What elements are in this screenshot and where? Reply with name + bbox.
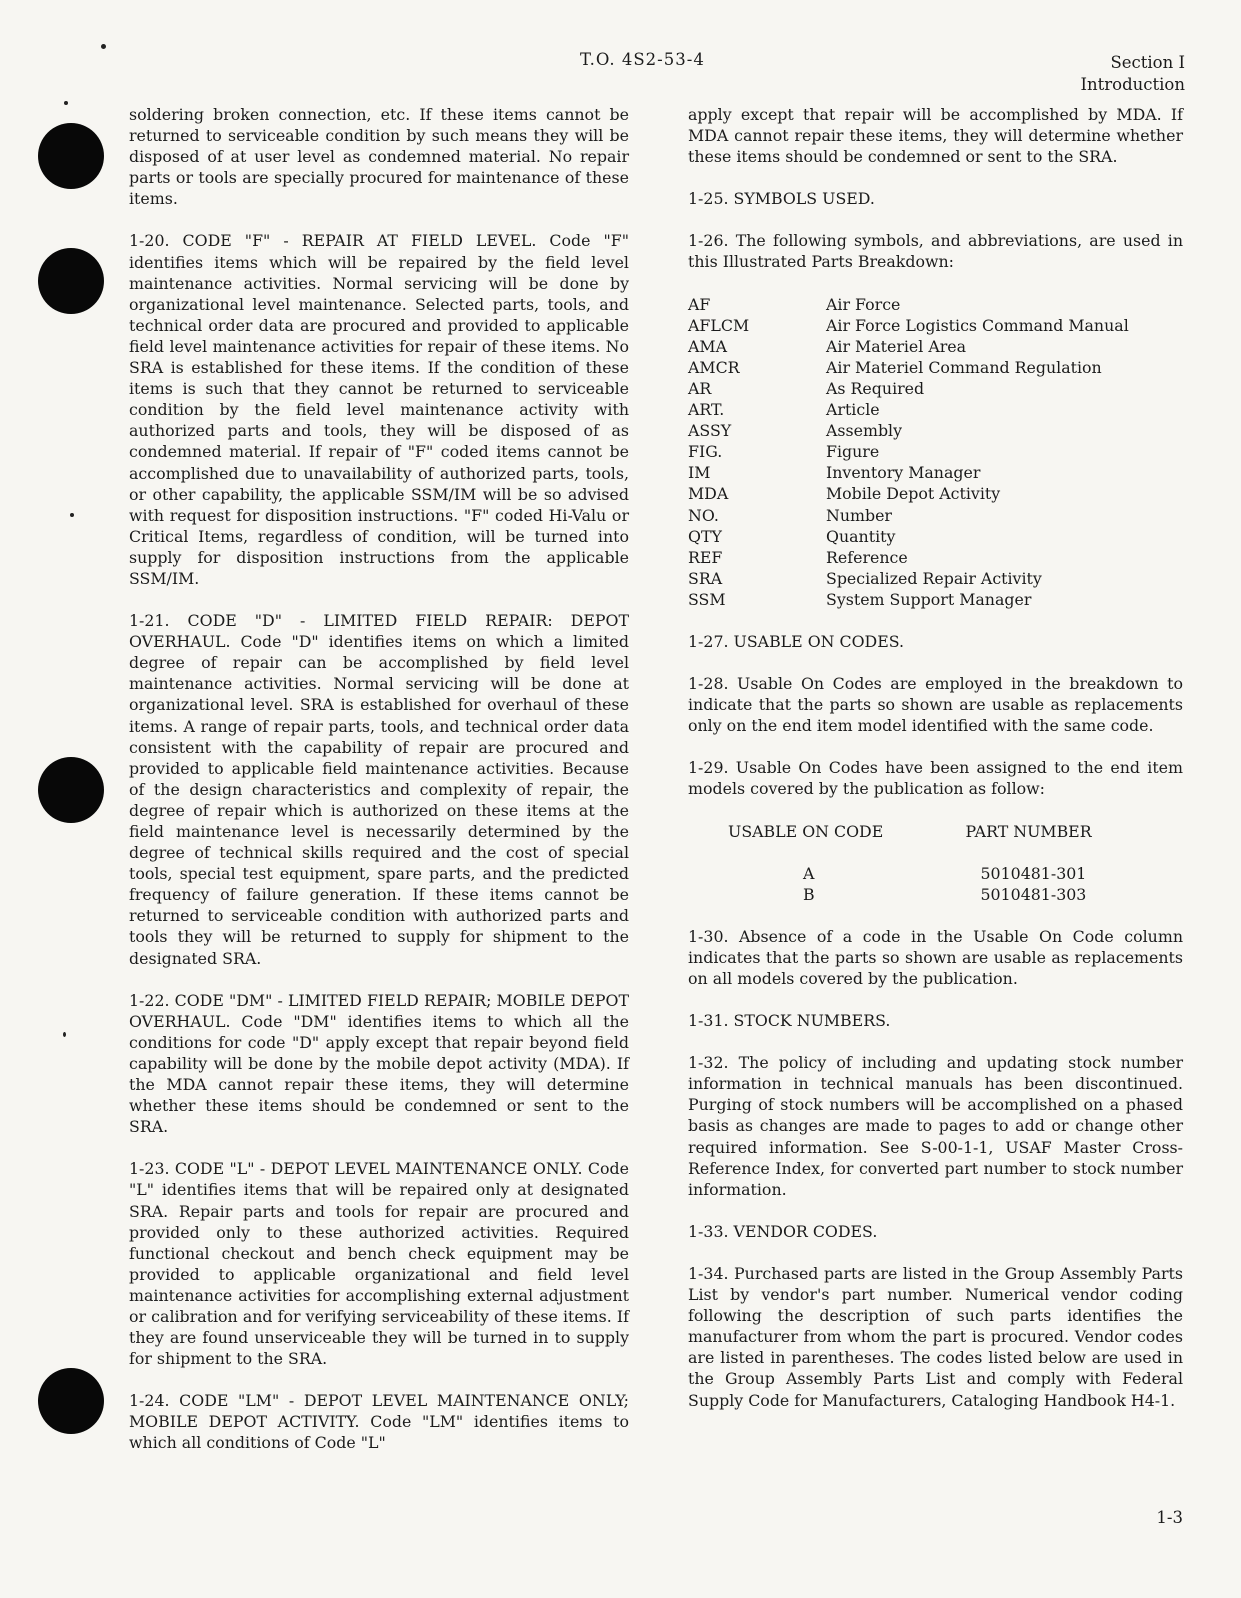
paragraph-1-32: 1-32. The policy of including and updating stock number information in technical manuals has been discontinued. Purging of stock numbers will be accomplished on a phased basis as changes are made to pages to add or change other required information. See S-00-1-1, USAF Master Cross-Reference Index, for converted part number to stock number information. bbox=[688, 1053, 1183, 1199]
abbr-meaning: Specialized Repair Activity bbox=[826, 568, 1042, 588]
abbr-meaning: Air Force bbox=[826, 294, 901, 314]
page-number: 1-3 bbox=[1156, 1508, 1183, 1527]
abbr-meaning: Air Materiel Command Regulation bbox=[826, 357, 1102, 377]
abbr-term: AMCR bbox=[688, 357, 740, 377]
abbr-meaning: As Required bbox=[826, 378, 925, 398]
table-cell-code: B bbox=[803, 884, 815, 904]
table-header-part: PART NUMBER bbox=[965, 821, 1092, 841]
abbr-term: NO. bbox=[688, 505, 719, 525]
table-cell-code: A bbox=[803, 863, 815, 883]
abbr-term: FIG. bbox=[688, 442, 723, 462]
right-column bbox=[688, 104, 1183, 1432]
abbr-term: ART. bbox=[688, 400, 725, 420]
abbr-meaning: Air Materiel Area bbox=[826, 336, 967, 356]
abbr-term: SRA bbox=[688, 568, 723, 588]
heading-1-25: 1-25. SYMBOLS USED. bbox=[688, 189, 875, 209]
paragraph: soldering broken connection, etc. If these items cannot be returned to serviceable condition by such means they will be disposed of at user level as condemned material. No repair parts or tools are specially procured for maintenance of these items. bbox=[129, 105, 629, 209]
heading-1-31: 1-31. STOCK NUMBERS. bbox=[688, 1011, 891, 1031]
paragraph-1-22: 1-22. CODE "DM" - LIMITED FIELD REPAIR; MOBILE DEPOT OVERHAUL. Code "DM" identifies items to which all the conditions for code "D" apply except that repair beyond field capability will be done by the mobile depot activity (MDA). If the MDA cannot repair these items, they will determine whether these items should be condemned or sent to the SRA. bbox=[129, 990, 629, 1137]
table-header-code: USABLE ON CODE bbox=[728, 821, 884, 841]
binder-hole bbox=[38, 1368, 104, 1434]
abbr-term: REF bbox=[688, 547, 723, 567]
abbr-term: AF bbox=[688, 294, 711, 314]
speck bbox=[70, 513, 74, 517]
abbr-meaning: Inventory Manager bbox=[826, 463, 981, 483]
abbr-term: IM bbox=[688, 463, 711, 483]
abbr-term: ASSY bbox=[688, 421, 732, 441]
abbr-term: AR bbox=[688, 378, 712, 398]
paragraph-1-23: 1-23. CODE "L" - DEPOT LEVEL MAINTENANCE ONLY. Code "L" identifies items that will be repaired only at designated SRA. Repair parts and tools for repair are procured and provided only to these authorized activities. Required functional checkout and bench check equipment may be provided to applicable organizational and field level maintenance activities for accomplishing external adjustment or calibration and for verifying serviceability of these items. If they are found unserviceable they will be turned in to supply for shipment to the SRA. bbox=[129, 1159, 629, 1369]
speck bbox=[101, 44, 106, 49]
paragraph-1-28: 1-28. Usable On Codes are employed in the breakdown to indicate that the parts so shown are usable as replacements only on the end item model identified with the same code. bbox=[688, 674, 1183, 736]
binder-hole bbox=[38, 123, 104, 189]
abbr-meaning: Quantity bbox=[826, 526, 896, 546]
abbr-meaning: Reference bbox=[826, 547, 908, 567]
section-header bbox=[1081, 52, 1186, 96]
paragraph-1-30: 1-30. Absence of a code in the Usable On Code column indicates that the parts so shown are usable as replacements on all models covered by the publication. bbox=[688, 926, 1183, 988]
abbr-meaning: Number bbox=[826, 505, 892, 525]
paragraph-1-26: 1-26. The following symbols, and abbreviations, are used in this Illustrated Parts Breakdown: bbox=[688, 231, 1183, 272]
paragraph-1-21: 1-21. CODE "D" - LIMITED FIELD REPAIR: DEPOT OVERHAUL. Code "D" identifies items on which a limited degree of repair can be accomplished by field level maintenance activities. Normal servicing will be done at organizational level. SRA is established for overhaul of these items. A range of repair parts, tools, and technical order data consistent with the capability of repair are procured and provided to applicable field maintenance activities. Because of the design characteristics and complexity of repair, the degree of repair which is authorized on these items at the field maintenance level is necessarily determined by the degree of technical skills required and the cost of special tools, special test equipment, spare parts, and the predicted frequency of failure generation. If these items cannot be returned to serviceable condition with authorized parts and tools they will be returned to supply for shipment to the designated SRA. bbox=[129, 611, 629, 968]
paragraph-1-20: 1-20. CODE "F" - REPAIR AT FIELD LEVEL. Code "F" identifies items which will be repaired by the field level maintenance activities. Normal servicing will be done by organizational level maintenance. Selected parts, tools, and technical order data are procured and provided to applicable field level maintenance activities for repair of these items. No SRA is established for these items. If the condition of these items is such that they cannot be returned to serviceable condition by the field level maintenance activity with authorized parts and tools, they will be disposed of as condemned material. If repair of "F" coded items cannot be accomplished due to unavailability of authorized parts, tools, or other capability, the applicable SSM/IM will be so advised with request for disposition instructions. "F" coded Hi-Valu or Critical Items, regardless of condition, will be turned into supply for disposition instructions from the applicable SSM/IM. bbox=[129, 231, 629, 588]
binder-hole bbox=[38, 248, 104, 314]
table-cell-part: 5010481-301 bbox=[980, 863, 1087, 883]
speck bbox=[63, 1032, 66, 1037]
binder-hole bbox=[38, 757, 104, 823]
abbreviation-list bbox=[688, 294, 1183, 610]
to-number: T.O. 4S2-53-4 bbox=[580, 50, 705, 69]
paragraph-1-34: 1-34. Purchased parts are listed in the Group Assembly Parts List by vendor's part number. Numerical vendor coding following the description of such parts identifies the manufacturer from whom the part is procured. Vendor codes are listed in parentheses. The codes listed below are used in the Group Assembly Parts List and comply with Federal Supply Code for Manufacturers, Cataloging Handbook H4-1. bbox=[688, 1263, 1183, 1410]
abbr-meaning: Mobile Depot Activity bbox=[826, 484, 1001, 504]
speck bbox=[64, 101, 68, 105]
paragraph-continued: apply except that repair will be accomplished by MDA. If MDA cannot repair these items, they will determine whether these items should be condemned or sent to the SRA. bbox=[688, 105, 1183, 167]
abbr-meaning: Article bbox=[826, 400, 880, 420]
paragraph-1-29: 1-29. Usable On Codes have been assigned to the end item models covered by the publication as follow: bbox=[688, 758, 1183, 799]
abbr-term: QTY bbox=[688, 526, 722, 546]
abbr-meaning: System Support Manager bbox=[826, 589, 1032, 609]
abbr-term: AFLCM bbox=[688, 315, 750, 335]
abbr-meaning: Air Force Logistics Command Manual bbox=[826, 315, 1129, 335]
abbr-term: AMA bbox=[688, 336, 727, 356]
table-cell-part: 5010481-303 bbox=[980, 884, 1087, 904]
section-label: Section I bbox=[1110, 53, 1185, 72]
heading-1-27: 1-27. USABLE ON CODES. bbox=[688, 631, 905, 651]
abbr-meaning: Assembly bbox=[826, 421, 903, 441]
abbr-meaning: Figure bbox=[826, 442, 880, 462]
abbr-term: MDA bbox=[688, 484, 729, 504]
left-column bbox=[129, 104, 629, 1475]
section-title: Introduction bbox=[1080, 75, 1185, 94]
paragraph-1-24: 1-24. CODE "LM" - DEPOT LEVEL MAINTENANCE ONLY; MOBILE DEPOT ACTIVITY. Code "LM" identifies items to which all conditions of Code "L" bbox=[129, 1391, 629, 1453]
heading-1-33: 1-33. VENDOR CODES. bbox=[688, 1221, 878, 1241]
usable-on-codes-table bbox=[688, 821, 1183, 905]
abbr-term: SSM bbox=[688, 589, 726, 609]
